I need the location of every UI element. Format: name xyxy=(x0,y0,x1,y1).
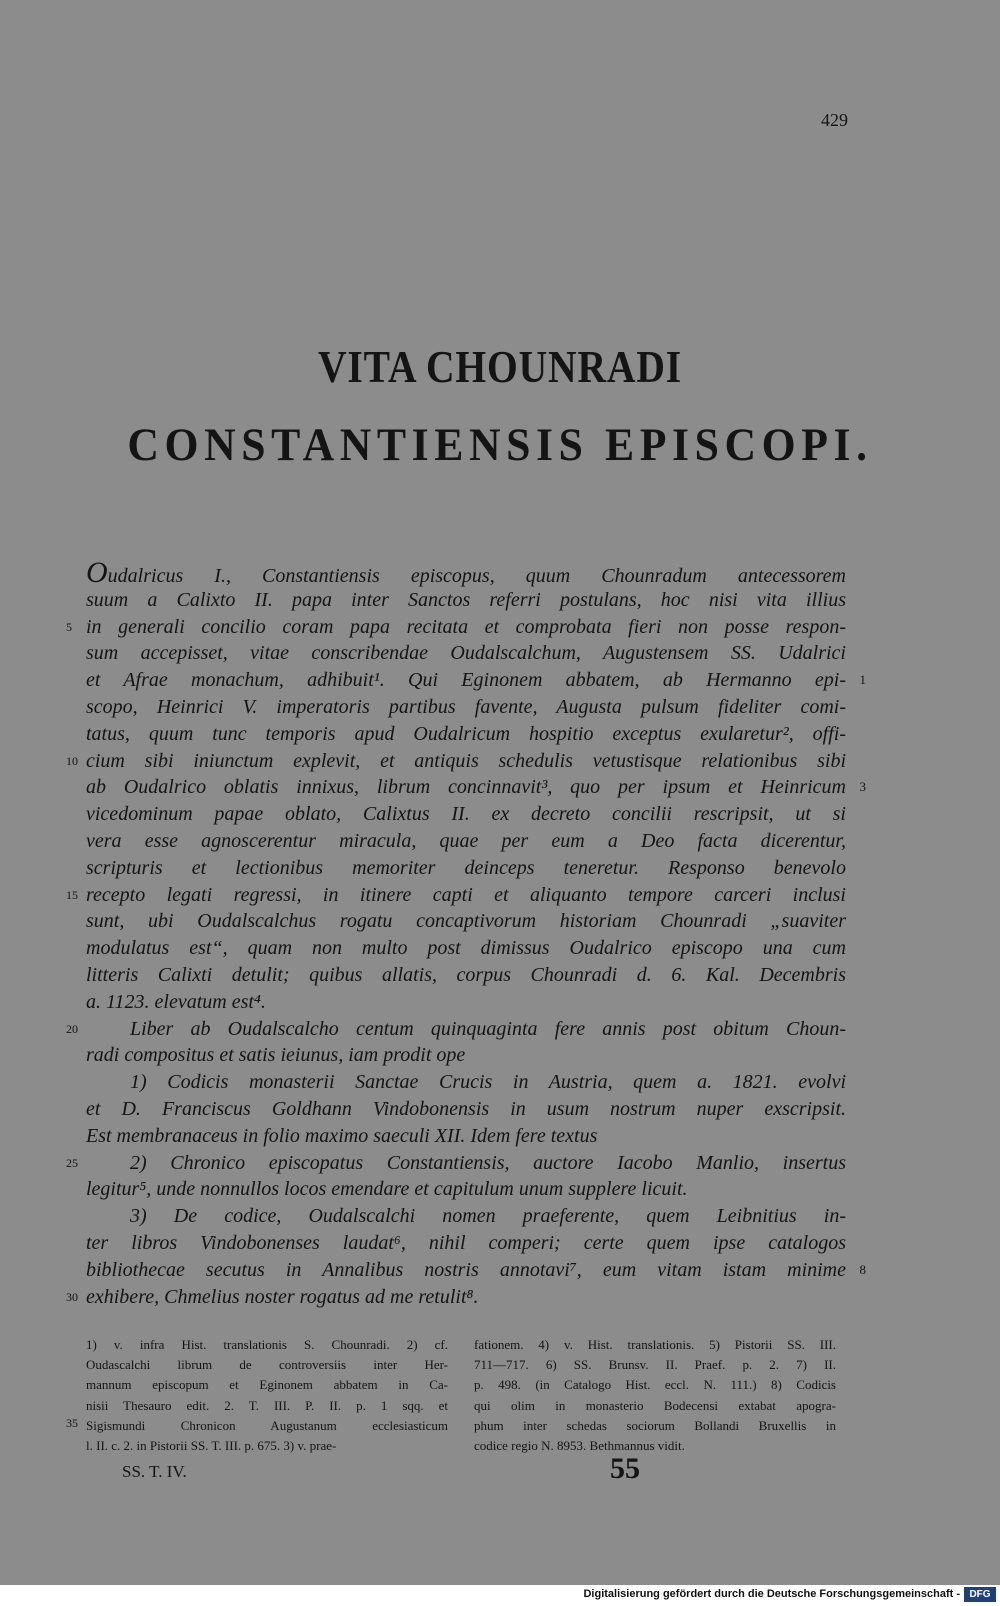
footnote-line: 1) v. infra Hist. translationis S. Chounradi. 2) cf. xyxy=(86,1337,448,1352)
body-line-text: recepto legati regressi, in itinere capti et aliquanto tempore carceri inclusi xyxy=(86,883,846,906)
body-line xyxy=(86,801,846,828)
footnote-line-number: 35 xyxy=(66,1415,78,1430)
body-line xyxy=(86,1176,846,1203)
body-line-text: et D. Franciscus Goldhann Vindobonensis in usum nostrum nuper exscripsit. xyxy=(86,1097,846,1120)
body-line-text: radi compositus et satis ieiunus, iam prodit ope xyxy=(86,1044,466,1067)
footnote-line: l. II. c. 2. in Pistorii SS. T. III. p. 675. 3) v. prae- xyxy=(86,1437,337,1453)
body-line xyxy=(86,640,846,667)
page-number: 429 xyxy=(821,110,848,130)
body-line-text: modulatus est“, quam non multo post dimissus Oudalrico episcopo una cum xyxy=(86,937,846,960)
body-line xyxy=(66,1150,846,1177)
body-line xyxy=(86,989,846,1016)
line-number: 25 xyxy=(66,1155,78,1170)
footnote-line: fationem. 4) v. Hist. translationis. 5) Pistorii SS. III. xyxy=(474,1337,836,1352)
body-line-text: scopo, Heinrici V. imperatoris partibus favente, Augusta pulsum fideliter comi- xyxy=(86,695,846,718)
body-line-text: bibliothecae secutus in Annalibus nostris annotavi⁷, eum vitam istam minime xyxy=(86,1258,846,1281)
footnotes-left-column xyxy=(66,1335,448,1456)
footnote-line: phum inter schedas sociorum Bollandi Bruxellis in xyxy=(474,1417,836,1433)
body-line xyxy=(86,935,846,962)
body-line-text: Liber ab Oudalscalcho centum quinquaginta fere annis post obitum Choun- xyxy=(130,1017,846,1040)
body-line xyxy=(86,828,846,855)
signature-mark: SS. T. IV. xyxy=(122,1462,187,1481)
body-line xyxy=(86,1203,846,1230)
footnote-line: qui olim in monasterio Bodecensi extabat apogra- xyxy=(474,1397,836,1413)
body-line-text: sunt, ubi Oudalscalchus rogatu concaptivorum historiam Chounradi „suaviter xyxy=(86,910,846,933)
title-line-2: CONSTANTIENSIS EPISCOPI. xyxy=(127,419,873,471)
body-line xyxy=(66,1016,846,1043)
footnote-line: mannum episcopum et Eginonem abbatem in Ca- xyxy=(86,1377,448,1393)
body-line xyxy=(66,614,846,641)
body-line xyxy=(86,1257,866,1284)
body-line xyxy=(86,587,846,614)
line-number: 5 xyxy=(66,619,72,634)
body-line xyxy=(86,721,846,748)
body-line-text: litteris Calixti detulit; quibus allatis, corpus Chounradi d. 6. Kal. Decembris xyxy=(86,963,846,986)
footnote-line: Oudascalchi librum de controversiis inter Her- xyxy=(86,1357,448,1373)
body-line xyxy=(86,908,846,935)
footnote-line: codice regio N. 8953. Bethmannus vidit. xyxy=(474,1437,685,1453)
body-line-text: in generali concilio coram papa recitata et comprobata fieri non posse respon- xyxy=(86,615,846,638)
line-number: 20 xyxy=(66,1021,78,1036)
body-line xyxy=(66,748,846,775)
margin-note-number: 8 xyxy=(859,1261,866,1277)
dfg-logo: DFG xyxy=(964,1587,996,1602)
title-line-1: VITA CHOUNRADI xyxy=(317,341,683,392)
body-line xyxy=(86,774,866,801)
body-text xyxy=(66,556,866,1310)
body-line xyxy=(86,1096,846,1123)
margin-note-number: 3 xyxy=(859,779,866,795)
footnote-line: Sigismundi Chronicon Augustanum ecclesiasticum xyxy=(86,1417,448,1433)
sheet-number: 55 xyxy=(610,1452,640,1485)
body-line-text: scripturis et lectionibus memoriter deinceps teneretur. Responso benevolo xyxy=(86,856,846,879)
initial-capital: O xyxy=(86,556,108,589)
body-line-text: sum accepisset, vitae conscribendae Oudalscalchum, Augustensem SS. Udalrici xyxy=(86,642,846,665)
body-line-text: Oudalricus I., Constantiensis episcopus, quum Chounradum antecessorem xyxy=(86,556,846,589)
body-line-text: ter libros Vindobonenses laudat⁶, nihil comperi; certe quem ipse catalogos xyxy=(86,1231,846,1254)
body-line-text: exhibere, Chmelius noster rogatus ad me retulit⁸. xyxy=(86,1285,479,1308)
body-line xyxy=(86,855,846,882)
body-line xyxy=(86,667,866,694)
body-line-text: 3) De codice, Oudalscalchi nomen praeferente, quem Leibnitius in- xyxy=(130,1205,846,1228)
body-line xyxy=(86,1042,846,1069)
body-line xyxy=(86,694,846,721)
body-line xyxy=(86,1230,846,1257)
body-line-text: vera esse agnoscerentur miracula, quae per eum a Deo facta dicerentur, xyxy=(86,829,846,852)
body-line-text: et Afrae monachum, adhibuit¹. Qui Eginonem abbatem, ab Hermanno epi- xyxy=(86,669,846,692)
body-line xyxy=(86,1069,846,1096)
body-line xyxy=(66,882,846,909)
body-line-text: cium sibi iniunctum explevit, et antiquis schedulis vetustisque relationibus sibi xyxy=(86,749,846,772)
body-line-text: 2) Chronico episcopatus Constantiensis, auctore Iacobo Manlio, insertus xyxy=(130,1151,846,1174)
line-number: 15 xyxy=(66,887,78,902)
body-line xyxy=(86,962,846,989)
footnotes-right-column xyxy=(474,1335,836,1456)
body-line-text: ab Oudalrico oblatis innixus, librum concinnavit³, quo per ipsum et Heinricum xyxy=(86,776,846,799)
footnote-line: p. 498. (in Catalogo Hist. eccl. N. 111.) 8) Codicis xyxy=(474,1377,836,1393)
body-line xyxy=(86,556,846,589)
footnote-line: nisii Thesauro edit. 2. T. III. P. II. p. 1 sqq. et xyxy=(86,1397,448,1413)
margin-note-number: 1 xyxy=(859,672,866,688)
body-line-text: vicedominum papae oblato, Calixtus II. ex decreto concilii rescripsit, ut si xyxy=(86,803,846,826)
body-line-text: suum a Calixto II. papa inter Sanctos referri postulans, hoc nisi vita illius xyxy=(86,588,846,611)
body-line xyxy=(66,1284,846,1311)
body-line-text: 1) Codicis monasterii Sanctae Crucis in Austria, quem a. 1821. evolvi xyxy=(130,1071,846,1094)
body-line-text: a. 1123. elevatum est⁴. xyxy=(86,990,266,1013)
body-line xyxy=(86,1123,846,1150)
line-number: 10 xyxy=(66,753,78,768)
funding-footer: Digitalisierung gefördert durch die Deutsche Forschungsgemeinschaft - xyxy=(583,1588,960,1600)
body-line-text: Est membranaceus in folio maximo saeculi XII. Idem fere textus xyxy=(86,1124,598,1147)
body-line-text: tatus, quum tunc temporis apud Oudalricum hospitio exceptus exularetur², offi- xyxy=(86,722,846,745)
body-line-text: legitur⁵, unde nonnullos locos emendare et capitulum unum supplere licuit. xyxy=(86,1178,688,1201)
line-number: 30 xyxy=(66,1289,78,1304)
footnote-line: 711—717. 6) SS. Brunsv. II. Praef. p. 2. 7) II. xyxy=(474,1357,836,1373)
